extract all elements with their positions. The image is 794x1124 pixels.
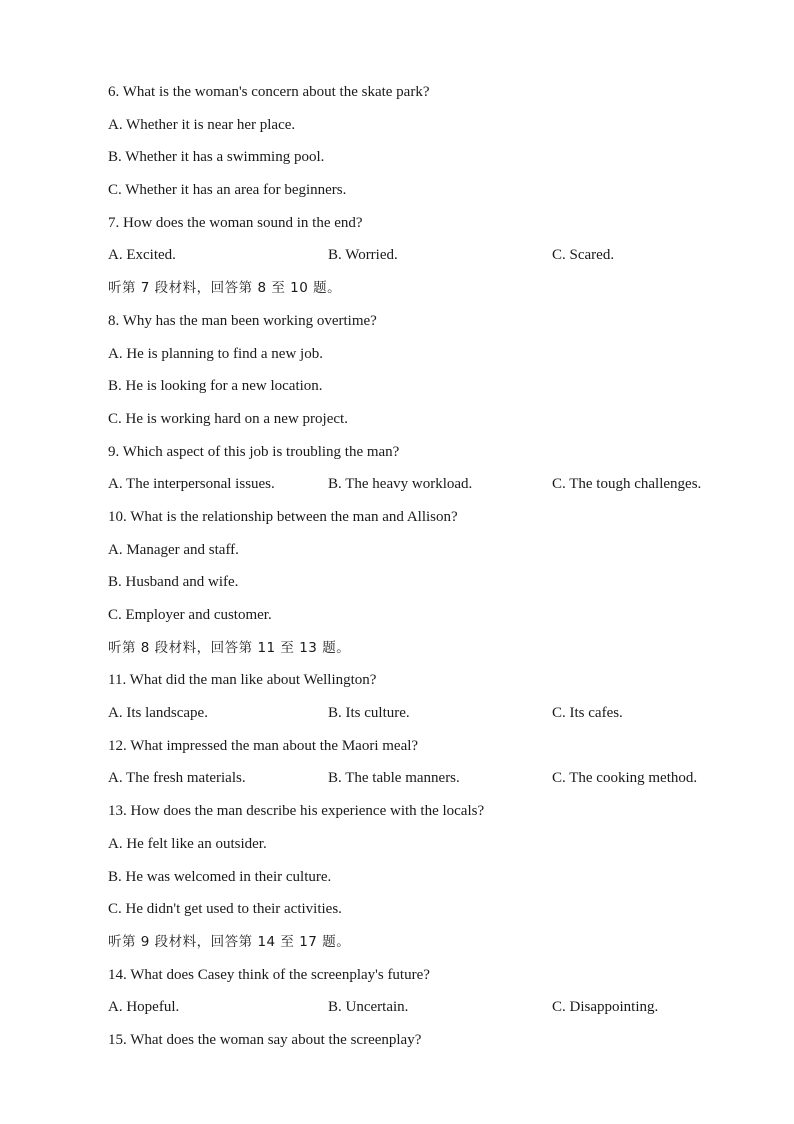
question-11-options [108,703,748,736]
question-7-option-c: C. Scared. [552,247,615,264]
question-14-options [108,997,748,1030]
question-8-option-a: A. He is planning to find a new job. [108,345,323,362]
question-14-option-c: C. Disappointing. [552,999,659,1016]
question-14-option-b: B. Uncertain. [328,999,409,1016]
question-9-option-a: A. The interpersonal issues. [108,476,275,493]
question-11: 11. What did the man like about Wellington? [108,672,377,689]
question-8: 8. Why has the man been working overtime? [108,312,377,329]
question-13-option-c: C. He didn't get used to their activities. [108,901,342,918]
question-12-options [108,768,748,801]
question-12: 12. What impressed the man about the Maori meal? [108,737,419,754]
question-10-option-a: A. Manager and staff. [108,541,239,558]
question-10: 10. What is the relationship between the man and Allison? [108,508,458,525]
question-13-option-b: B. He was welcomed in their culture. [108,868,332,885]
question-6-option-c: C. Whether it has an area for beginners. [108,182,347,199]
question-12-option-a: A. The fresh materials. [108,770,246,787]
question-15: 15. What does the woman say about the screenplay? [108,1031,422,1048]
question-9: 9. Which aspect of this job is troubling the man? [108,443,400,460]
question-6-option-b: B. Whether it has a swimming pool. [108,149,325,166]
question-12-option-b: B. The table manners. [328,770,460,787]
section-7-instruction: 听第 7 段材料，回答第 8 至 10 题。 [108,280,342,297]
question-13: 13. How does the man describe his experience with the locals? [108,803,485,820]
question-7-option-a: A. Excited. [108,247,176,264]
question-6-option-a: A. Whether it is near her place. [108,116,296,133]
question-9-options [108,474,748,507]
question-8-option-b: B. He is looking for a new location. [108,378,323,395]
question-7-option-b: B. Worried. [328,247,398,264]
question-9-option-b: B. The heavy workload. [328,476,473,493]
exam-page [108,82,748,1063]
question-8-option-c: C. He is working hard on a new project. [108,410,348,427]
section-9-instruction: 听第 9 段材料，回答第 14 至 17 题。 [108,933,351,950]
question-6: 6. What is the woman's concern about the skate park? [108,84,430,100]
question-14: 14. What does Casey think of the screenplay's future? [108,966,430,983]
question-11-option-c: C. Its cafes. [552,705,623,722]
question-13-option-a: A. He felt like an outsider. [108,835,267,852]
section-8-instruction: 听第 8 段材料，回答第 11 至 13 题。 [108,639,351,656]
question-11-option-a: A. Its landscape. [108,705,208,722]
question-14-option-a: A. Hopeful. [108,999,180,1016]
question-10-option-b: B. Husband and wife. [108,574,239,591]
question-7: 7. How does the woman sound in the end? [108,214,363,231]
question-7-options [108,245,748,278]
question-11-option-b: B. Its culture. [328,705,410,722]
question-10-option-c: C. Employer and customer. [108,607,272,623]
question-9-option-c: C. The tough challenges. [552,476,702,493]
question-12-option-c: C. The cooking method. [552,770,698,787]
